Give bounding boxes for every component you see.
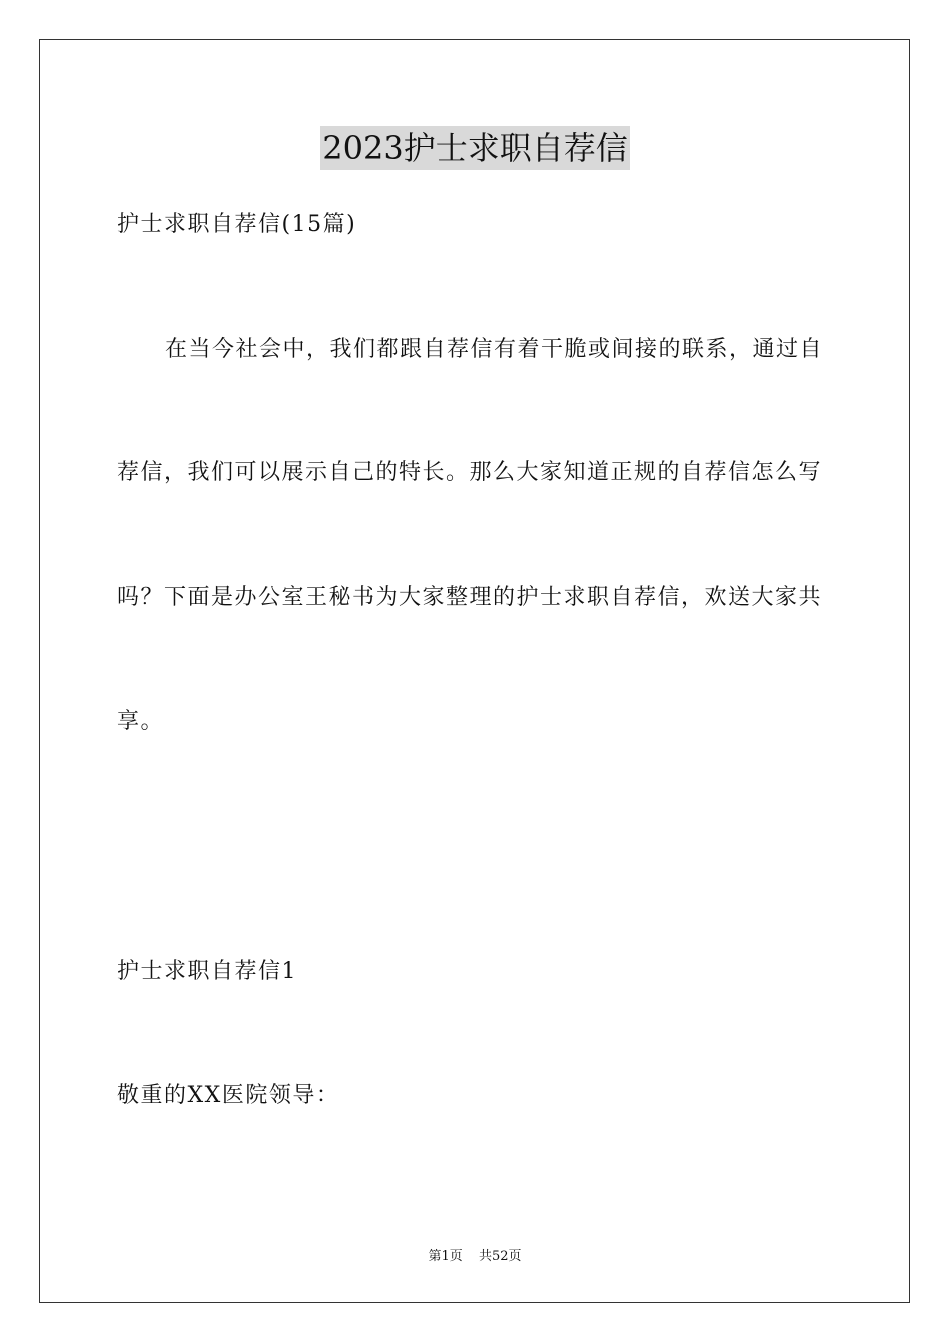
- document-subtitle: 护士求职自荐信(15篇): [117, 212, 357, 237]
- page-footer: [0, 1248, 950, 1266]
- document-title: 2023护士求职自荐信: [320, 126, 629, 170]
- intro-line-1: 在当今社会中，我们都跟自荐信有着干脆或间接的联系，通过自: [165, 337, 824, 362]
- intro-line-2: 荐信，我们可以展示自己的特长。那么大家知道正规的自荐信怎么写: [117, 460, 823, 485]
- page-total: 共52页: [478, 1249, 522, 1264]
- section-heading: 护士求职自荐信1: [117, 959, 297, 984]
- intro-line-4: 享。: [117, 709, 165, 734]
- page-number: 第1页: [428, 1249, 463, 1264]
- intro-line-3: 吗？下面是办公室王秘书为大家整理的护士求职自荐信，欢送大家共: [117, 585, 823, 610]
- salutation: 敬重的XX医院领导：: [117, 1083, 340, 1108]
- title-container: [0, 126, 950, 170]
